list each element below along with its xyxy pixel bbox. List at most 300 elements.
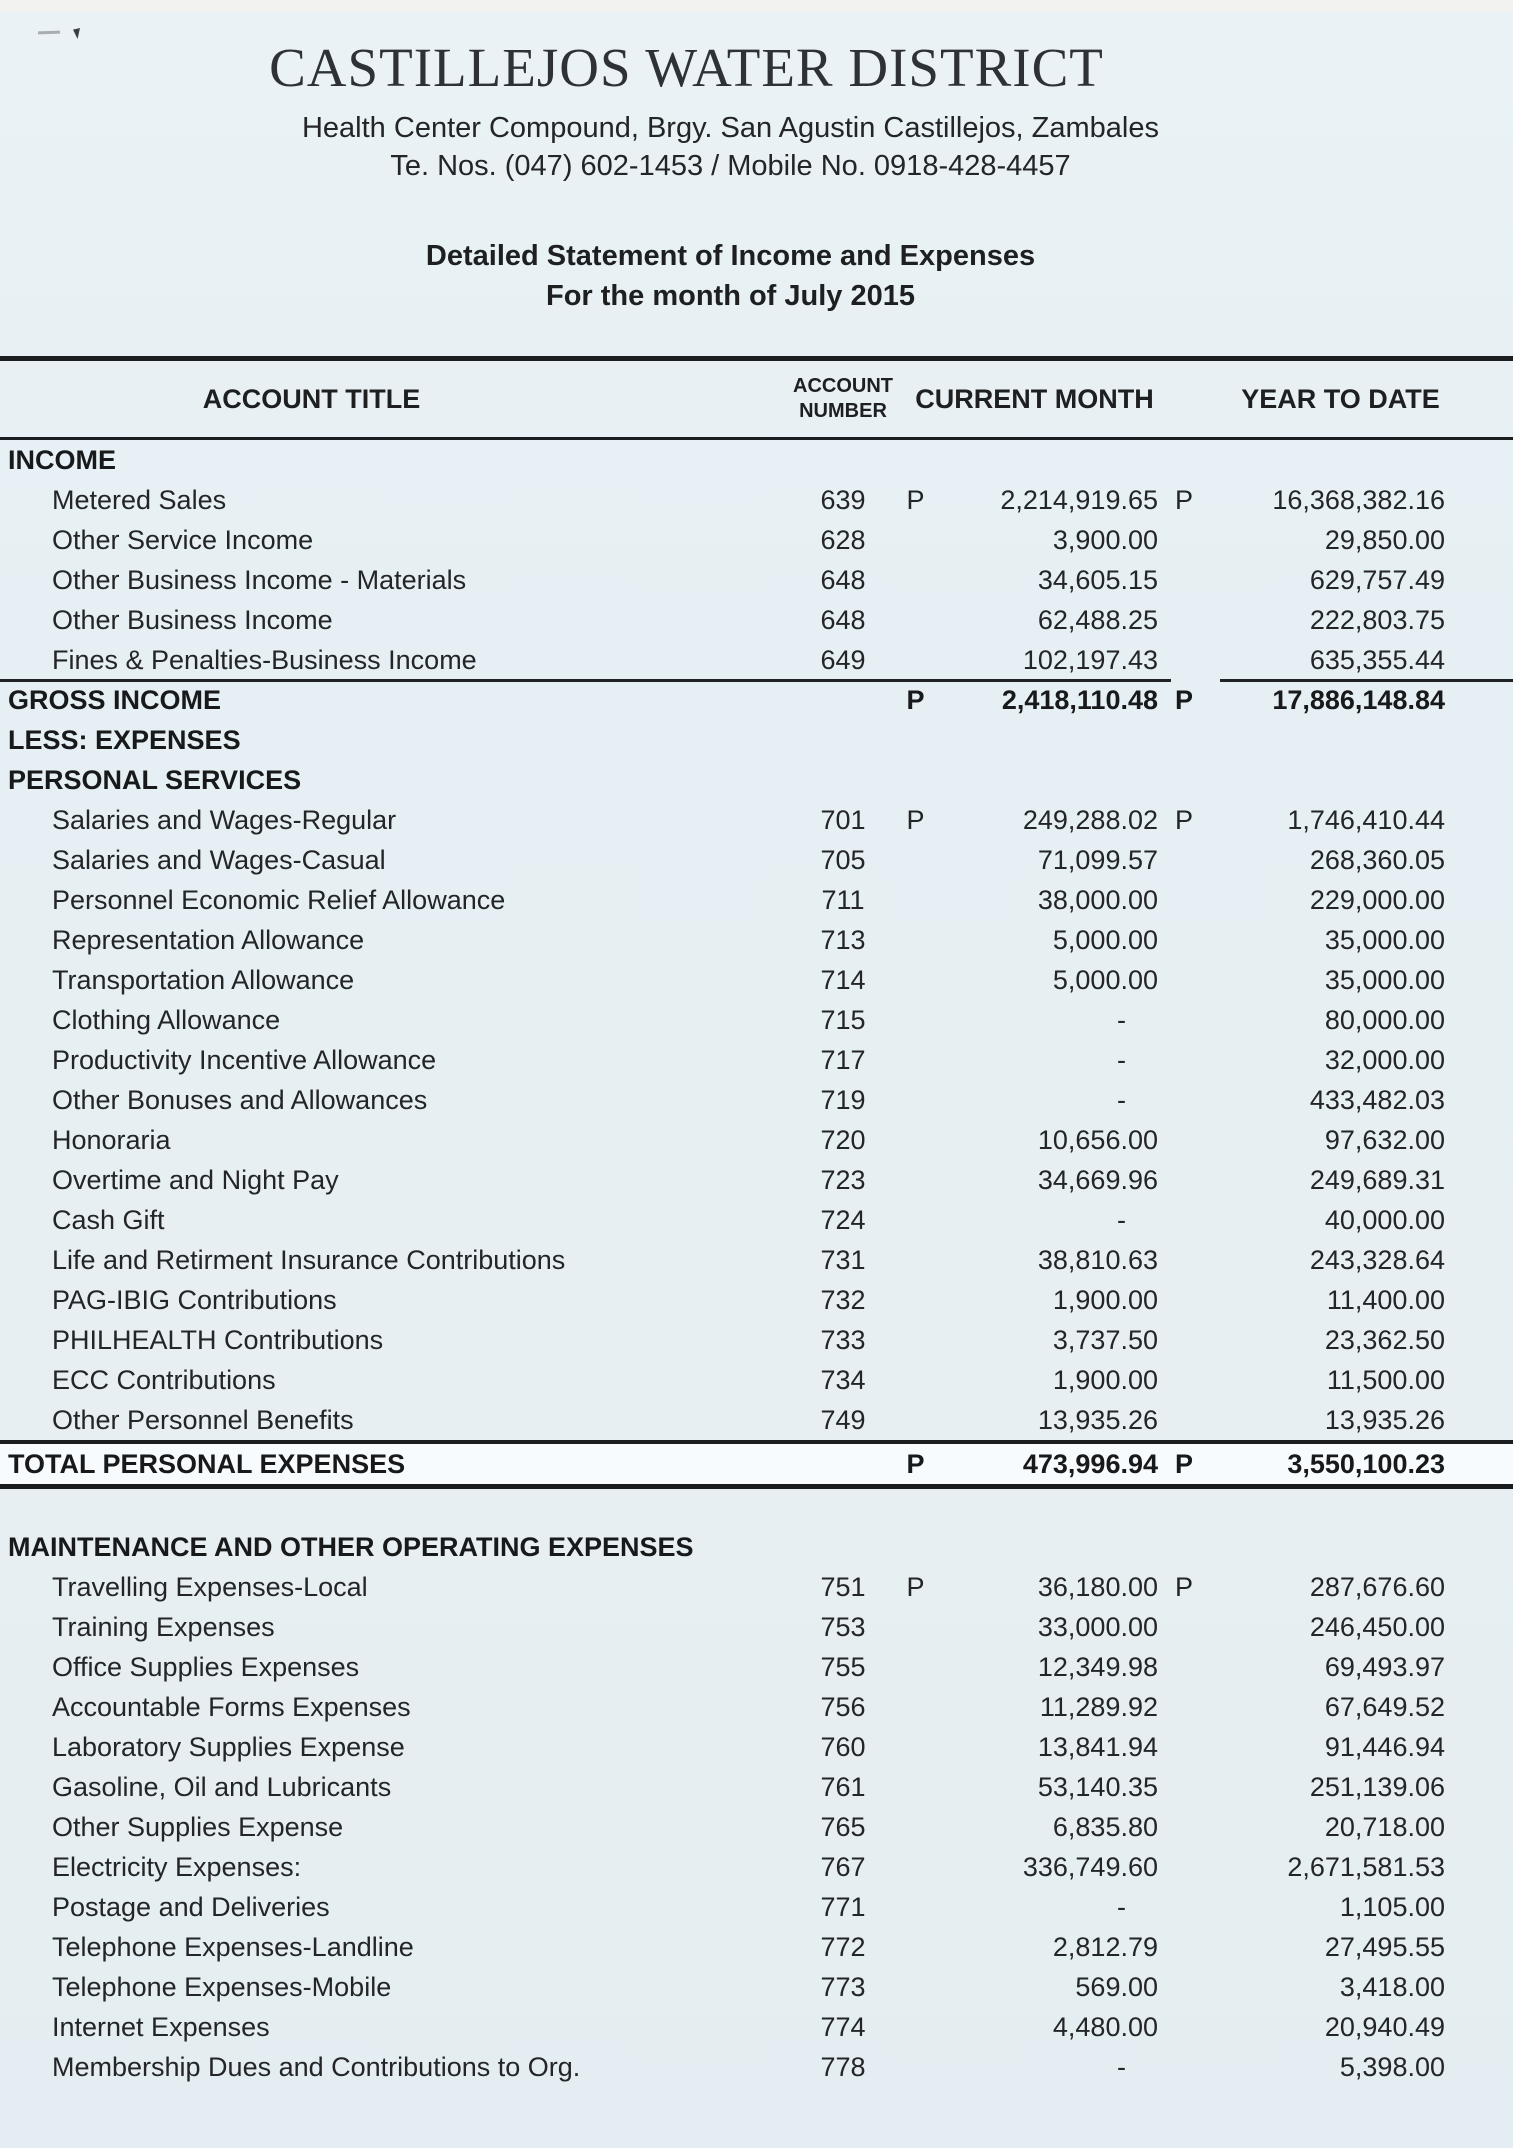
current-month-cell bbox=[938, 720, 1158, 760]
right-margin-cell bbox=[1445, 1040, 1513, 1080]
table-row bbox=[0, 1847, 1513, 1887]
account-title-cell: ECC Contributions bbox=[52, 1365, 276, 1395]
account-title-cell: Metered Sales bbox=[52, 485, 227, 515]
current-month-cell: 11,289.92 bbox=[1039, 1692, 1158, 1722]
peso-sign-year-to-date: P bbox=[1174, 805, 1193, 835]
table-row bbox=[0, 1607, 1513, 1647]
current-month-cell: 2,214,919.65 bbox=[1000, 485, 1158, 515]
report-period: For the month of July 2015 bbox=[546, 280, 915, 312]
account-number-cell: 772 bbox=[820, 1932, 866, 1962]
year-to-date-cell: 20,718.00 bbox=[1324, 1812, 1445, 1842]
right-margin-cell bbox=[1445, 1200, 1513, 1240]
right-margin-cell bbox=[1445, 1320, 1513, 1360]
account-title-cell: Travelling Expenses-Local bbox=[52, 1572, 368, 1602]
right-margin-cell bbox=[1445, 720, 1513, 760]
right-margin-cell bbox=[1445, 440, 1513, 480]
current-month-cell: - bbox=[1117, 2052, 1126, 2082]
year-to-date-cell: 1,105.00 bbox=[1339, 1892, 1445, 1922]
account-number-cell: 771 bbox=[820, 1892, 866, 1922]
account-number-cell: 778 bbox=[820, 2052, 866, 2082]
peso-sign-year-to-date bbox=[1158, 920, 1210, 960]
current-month-cell: 5,000.00 bbox=[1052, 965, 1158, 995]
total-row bbox=[0, 1440, 1513, 1489]
account-title-cell: Representation Allowance bbox=[52, 925, 365, 955]
peso-sign-year-to-date bbox=[1158, 1607, 1210, 1647]
peso-sign-year-to-date bbox=[1158, 1647, 1210, 1687]
account-title-cell: GROSS INCOME bbox=[8, 685, 222, 715]
right-margin-cell bbox=[1445, 2047, 1513, 2087]
year-to-date-cell: 229,000.00 bbox=[1309, 885, 1445, 915]
account-number-cell bbox=[793, 1527, 893, 1567]
statement-rows bbox=[0, 440, 1513, 2087]
table-row bbox=[0, 600, 1513, 640]
current-month-cell: - bbox=[1117, 1085, 1126, 1115]
table-row bbox=[0, 2047, 1513, 2087]
account-number-cell: 713 bbox=[820, 925, 866, 955]
account-title-cell: Other Bonuses and Allowances bbox=[52, 1085, 428, 1115]
table-row bbox=[0, 1080, 1513, 1120]
table-row bbox=[0, 1200, 1513, 1240]
peso-sign-year-to-date bbox=[1158, 520, 1210, 560]
account-number-cell: 749 bbox=[820, 1405, 866, 1435]
account-title-cell: Honoraria bbox=[52, 1125, 171, 1155]
current-month-cell: 34,605.15 bbox=[1037, 565, 1158, 595]
current-month-cell bbox=[938, 440, 1158, 480]
current-month-cell: - bbox=[1117, 1892, 1126, 1922]
account-title-cell: Membership Dues and Contributions to Org. bbox=[52, 2052, 581, 2082]
current-month-cell: 38,000.00 bbox=[1037, 885, 1158, 915]
right-margin-cell bbox=[1445, 520, 1513, 560]
peso-sign-year-to-date bbox=[1158, 600, 1210, 640]
right-margin-cell bbox=[1445, 1160, 1513, 1200]
right-margin-cell bbox=[1445, 1847, 1513, 1887]
account-number-cell: 755 bbox=[820, 1652, 866, 1682]
account-title-cell: Cash Gift bbox=[52, 1205, 165, 1235]
account-number-cell: 773 bbox=[820, 1972, 866, 2002]
right-margin-cell bbox=[1445, 1444, 1513, 1484]
right-margin-cell bbox=[1445, 1807, 1513, 1847]
peso-sign-current-month bbox=[893, 1847, 938, 1887]
peso-sign-current-month bbox=[893, 1927, 938, 1967]
column-header-current-month: CURRENT MONTH bbox=[915, 384, 1154, 414]
year-to-date-cell: 629,757.49 bbox=[1309, 565, 1445, 595]
table-row bbox=[0, 1120, 1513, 1160]
table-row bbox=[0, 1160, 1513, 1200]
peso-sign-current-month: P bbox=[906, 1572, 925, 1602]
table-row bbox=[0, 920, 1513, 960]
right-margin-cell bbox=[1445, 640, 1513, 680]
account-title-cell: Overtime and Night Pay bbox=[52, 1165, 339, 1195]
table-row bbox=[0, 1040, 1513, 1080]
table-row bbox=[0, 1000, 1513, 1040]
peso-sign-year-to-date bbox=[1158, 1280, 1210, 1320]
scan-edge-strip bbox=[0, 0, 1513, 12]
peso-sign-year-to-date bbox=[1158, 1360, 1210, 1400]
account-number-cell: 720 bbox=[820, 1125, 866, 1155]
table-row bbox=[0, 520, 1513, 560]
account-number-cell bbox=[793, 720, 893, 760]
right-margin-cell bbox=[1445, 920, 1513, 960]
current-month-cell: 249,288.02 bbox=[1022, 805, 1158, 835]
account-number-cell: 648 bbox=[820, 565, 866, 595]
peso-sign-current-month bbox=[893, 1807, 938, 1847]
org-name: CASTILLEJOS WATER DISTRICT bbox=[269, 37, 1104, 98]
peso-sign-year-to-date bbox=[1158, 1160, 1210, 1200]
account-title-cell: Training Expenses bbox=[52, 1612, 275, 1642]
right-margin-cell bbox=[1445, 880, 1513, 920]
right-margin-cell bbox=[1445, 760, 1513, 800]
peso-sign-year-to-date bbox=[1158, 2007, 1210, 2047]
peso-sign-year-to-date bbox=[1158, 640, 1210, 680]
account-title-cell: Other Supplies Expense bbox=[52, 1812, 344, 1842]
year-to-date-cell: 23,362.50 bbox=[1324, 1325, 1445, 1355]
year-to-date-cell: 246,450.00 bbox=[1309, 1612, 1445, 1642]
year-to-date-cell: 635,355.44 bbox=[1309, 645, 1445, 675]
current-month-cell: 12,349.98 bbox=[1037, 1652, 1158, 1682]
table-row bbox=[0, 880, 1513, 920]
account-number-cell: 753 bbox=[820, 1612, 866, 1642]
account-number-cell bbox=[793, 440, 893, 480]
year-to-date-cell: 80,000.00 bbox=[1324, 1005, 1445, 1035]
peso-sign-current-month bbox=[893, 1000, 938, 1040]
peso-sign-current-month bbox=[893, 1887, 938, 1927]
peso-sign-year-to-date bbox=[1158, 1767, 1210, 1807]
right-margin-cell bbox=[1445, 1567, 1513, 1607]
current-month-cell: 1,900.00 bbox=[1052, 1365, 1158, 1395]
table-row bbox=[0, 2007, 1513, 2047]
account-title-cell: PERSONAL SERVICES bbox=[8, 765, 302, 795]
year-to-date-cell: 67,649.52 bbox=[1324, 1692, 1445, 1722]
table-row bbox=[0, 1400, 1513, 1440]
year-to-date-cell: 35,000.00 bbox=[1324, 965, 1445, 995]
peso-sign-year-to-date bbox=[1158, 1400, 1210, 1440]
sum-rule-right bbox=[1220, 679, 1513, 682]
table-row bbox=[0, 840, 1513, 880]
peso-sign-current-month: P bbox=[906, 1449, 925, 1479]
year-to-date-cell: 243,328.64 bbox=[1309, 1245, 1445, 1275]
spacer-row bbox=[0, 1489, 1513, 1527]
current-month-cell: - bbox=[1117, 1205, 1126, 1235]
account-title-cell: TOTAL PERSONAL EXPENSES bbox=[8, 1449, 406, 1479]
year-to-date-cell: 97,632.00 bbox=[1324, 1125, 1445, 1155]
account-title-cell: Office Supplies Expenses bbox=[52, 1652, 360, 1682]
account-number-cell: 717 bbox=[820, 1045, 866, 1075]
account-number-cell: 731 bbox=[820, 1245, 866, 1275]
account-title-cell: Clothing Allowance bbox=[52, 1005, 281, 1035]
column-header-account-number bbox=[793, 374, 893, 424]
report-title: Detailed Statement of Income and Expenses bbox=[425, 240, 1036, 272]
year-to-date-cell: 3,550,100.23 bbox=[1287, 1449, 1445, 1479]
column-header-account-number-line1: ACCOUNT bbox=[793, 375, 893, 397]
account-title-cell: Fines & Penalties-Business Income bbox=[52, 645, 477, 675]
current-month-cell: 10,656.00 bbox=[1037, 1125, 1158, 1155]
current-month-cell: 33,000.00 bbox=[1037, 1612, 1158, 1642]
peso-sign-year-to-date bbox=[1158, 1967, 1210, 2007]
peso-sign-year-to-date: P bbox=[1174, 685, 1193, 715]
peso-sign-current-month bbox=[893, 2047, 938, 2087]
peso-sign-current-month bbox=[893, 1687, 938, 1727]
peso-sign-current-month bbox=[893, 1120, 938, 1160]
account-number-cell: 714 bbox=[820, 965, 866, 995]
current-month-cell: 569.00 bbox=[1075, 1972, 1158, 2002]
peso-sign-year-to-date bbox=[1158, 1040, 1210, 1080]
right-margin-cell bbox=[1445, 2007, 1513, 2047]
total-row bbox=[0, 680, 1513, 720]
peso-sign-year-to-date bbox=[1158, 1240, 1210, 1280]
table-row bbox=[0, 1807, 1513, 1847]
section-header-row bbox=[0, 760, 1513, 800]
table-row bbox=[0, 1280, 1513, 1320]
year-to-date-cell bbox=[1210, 720, 1445, 760]
peso-sign-year-to-date bbox=[1158, 720, 1210, 760]
peso-sign-year-to-date: P bbox=[1174, 485, 1193, 515]
year-to-date-cell: 5,398.00 bbox=[1339, 2052, 1445, 2082]
peso-sign-current-month bbox=[893, 1727, 938, 1767]
peso-sign-year-to-date bbox=[1158, 1807, 1210, 1847]
account-title-cell: Internet Expenses bbox=[52, 2012, 270, 2042]
table-row bbox=[0, 1240, 1513, 1280]
right-margin-cell bbox=[1445, 1120, 1513, 1160]
org-contact: Te. Nos. (047) 602-1453 / Mobile No. 0918-428-4457 bbox=[390, 150, 1071, 182]
peso-sign-current-month bbox=[893, 920, 938, 960]
peso-sign-current-month bbox=[893, 1360, 938, 1400]
peso-sign-current-month bbox=[893, 1647, 938, 1687]
account-number-cell: 751 bbox=[820, 1572, 866, 1602]
account-number-cell: 767 bbox=[820, 1852, 866, 1882]
account-title-cell: PHILHEALTH Contributions bbox=[52, 1325, 384, 1355]
peso-sign-current-month bbox=[893, 640, 938, 680]
table-row bbox=[0, 1320, 1513, 1360]
account-title-cell: Telephone Expenses-Landline bbox=[52, 1932, 414, 1962]
peso-sign-year-to-date bbox=[1158, 960, 1210, 1000]
current-month-cell: 6,835.80 bbox=[1052, 1812, 1158, 1842]
year-to-date-cell bbox=[1210, 440, 1445, 480]
current-month-cell: 71,099.57 bbox=[1037, 845, 1158, 875]
current-month-cell: 5,000.00 bbox=[1052, 925, 1158, 955]
year-to-date-cell: 249,689.31 bbox=[1309, 1165, 1445, 1195]
year-to-date-cell bbox=[1210, 1527, 1445, 1567]
right-margin-cell bbox=[1445, 800, 1513, 840]
peso-sign-year-to-date bbox=[1158, 1080, 1210, 1120]
year-to-date-cell: 29,850.00 bbox=[1324, 525, 1445, 555]
year-to-date-cell: 433,482.03 bbox=[1309, 1085, 1445, 1115]
account-number-cell: 756 bbox=[820, 1692, 866, 1722]
year-to-date-cell: 222,803.75 bbox=[1309, 605, 1445, 635]
current-month-cell: 4,480.00 bbox=[1052, 2012, 1158, 2042]
table-header-row bbox=[0, 356, 1513, 440]
peso-sign-current-month bbox=[893, 1160, 938, 1200]
peso-sign-year-to-date bbox=[1158, 840, 1210, 880]
right-margin-cell bbox=[1445, 1687, 1513, 1727]
right-margin-cell bbox=[1445, 1000, 1513, 1040]
peso-sign-year-to-date bbox=[1158, 560, 1210, 600]
current-month-cell: - bbox=[1117, 1005, 1126, 1035]
table-row bbox=[0, 1727, 1513, 1767]
table-row bbox=[0, 1887, 1513, 1927]
table-row bbox=[0, 1927, 1513, 1967]
current-month-cell: 13,935.26 bbox=[1037, 1405, 1158, 1435]
account-number-cell: 723 bbox=[820, 1165, 866, 1195]
current-month-cell: 3,737.50 bbox=[1052, 1325, 1158, 1355]
year-to-date-cell: 17,886,148.84 bbox=[1272, 685, 1445, 715]
account-title-cell: MAINTENANCE AND OTHER OPERATING EXPENSES bbox=[8, 1532, 694, 1562]
peso-sign-current-month bbox=[893, 1240, 938, 1280]
table-row bbox=[0, 640, 1513, 680]
account-number-cell: 701 bbox=[820, 805, 866, 835]
account-number-cell: 733 bbox=[820, 1325, 866, 1355]
year-to-date-cell: 3,418.00 bbox=[1339, 1972, 1445, 2002]
account-number-cell: 724 bbox=[820, 1205, 866, 1235]
account-number-cell: 732 bbox=[820, 1285, 866, 1315]
peso-sign-current-month bbox=[893, 720, 938, 760]
org-address: Health Center Compound, Brgy. San Agustin Castillejos, Zambales bbox=[301, 112, 1159, 144]
peso-sign-current-month: P bbox=[906, 485, 925, 515]
account-title-cell: Other Service Income bbox=[52, 525, 314, 555]
right-margin-cell bbox=[1445, 1927, 1513, 1967]
account-title-cell: Other Personnel Benefits bbox=[52, 1405, 354, 1435]
peso-sign-current-month bbox=[893, 760, 938, 800]
account-number-cell: 705 bbox=[820, 845, 866, 875]
account-number-cell: 711 bbox=[821, 885, 865, 915]
current-month-cell: 336,749.60 bbox=[1022, 1852, 1158, 1882]
current-month-cell: 2,812.79 bbox=[1052, 1932, 1158, 1962]
account-title-cell: Postage and Deliveries bbox=[52, 1892, 330, 1922]
peso-sign-year-to-date bbox=[1158, 1887, 1210, 1927]
peso-sign-current-month bbox=[893, 960, 938, 1000]
peso-sign-year-to-date bbox=[1158, 1727, 1210, 1767]
year-to-date-cell: 32,000.00 bbox=[1324, 1045, 1445, 1075]
current-month-cell bbox=[938, 1527, 1158, 1567]
peso-sign-year-to-date bbox=[1158, 1120, 1210, 1160]
current-month-cell: - bbox=[1117, 1045, 1126, 1075]
peso-sign-current-month bbox=[893, 1967, 938, 2007]
peso-sign-current-month bbox=[893, 1080, 938, 1120]
account-number-cell: 719 bbox=[820, 1085, 866, 1115]
right-margin-cell bbox=[1445, 1240, 1513, 1280]
account-title-cell: LESS: EXPENSES bbox=[8, 725, 241, 755]
year-to-date-cell: 11,500.00 bbox=[1326, 1365, 1445, 1395]
peso-sign-year-to-date bbox=[1158, 1687, 1210, 1727]
right-margin-cell bbox=[1445, 1280, 1513, 1320]
account-number-cell: 734 bbox=[820, 1365, 866, 1395]
peso-sign-current-month bbox=[893, 880, 938, 920]
year-to-date-cell: 16,368,382.16 bbox=[1272, 485, 1445, 515]
account-number-cell: 761 bbox=[820, 1772, 866, 1802]
section-header-row bbox=[0, 720, 1513, 760]
table-row bbox=[0, 960, 1513, 1000]
sum-rule-left bbox=[0, 679, 1171, 682]
account-title-cell: Salaries and Wages-Regular bbox=[52, 805, 397, 835]
peso-sign-year-to-date bbox=[1158, 1000, 1210, 1040]
right-margin-cell bbox=[1445, 1080, 1513, 1120]
peso-sign-year-to-date: P bbox=[1174, 1449, 1193, 1479]
current-month-cell: 13,841.94 bbox=[1037, 1732, 1158, 1762]
account-title-cell: Productivity Incentive Allowance bbox=[52, 1045, 437, 1075]
peso-sign-current-month bbox=[893, 840, 938, 880]
account-number-cell bbox=[793, 680, 893, 720]
account-number-cell: 639 bbox=[820, 485, 866, 515]
column-header-year-to-date: YEAR TO DATE bbox=[1241, 384, 1440, 414]
peso-sign-year-to-date bbox=[1158, 1200, 1210, 1240]
year-to-date-cell: 11,400.00 bbox=[1326, 1285, 1445, 1315]
year-to-date-cell: 2,671,581.53 bbox=[1287, 1852, 1445, 1882]
year-to-date-cell: 69,493.97 bbox=[1324, 1652, 1445, 1682]
right-margin-cell bbox=[1445, 600, 1513, 640]
peso-sign-current-month bbox=[893, 520, 938, 560]
account-title-cell: Other Business Income - Materials bbox=[52, 565, 467, 595]
statement-table bbox=[0, 356, 1513, 2087]
table-row bbox=[0, 480, 1513, 520]
peso-sign-current-month: P bbox=[906, 805, 925, 835]
account-number-cell: 648 bbox=[820, 605, 866, 635]
peso-sign-year-to-date bbox=[1158, 1320, 1210, 1360]
right-margin-cell bbox=[1445, 1527, 1513, 1567]
right-margin-cell bbox=[1445, 560, 1513, 600]
peso-sign-current-month bbox=[893, 440, 938, 480]
table-row bbox=[0, 1967, 1513, 2007]
current-month-cell: 473,996.94 bbox=[1022, 1449, 1158, 1479]
table-row bbox=[0, 1567, 1513, 1607]
current-month-cell: 1,900.00 bbox=[1052, 1285, 1158, 1315]
peso-sign-year-to-date bbox=[1158, 1847, 1210, 1887]
account-title-cell: Accountable Forms Expenses bbox=[52, 1692, 411, 1722]
peso-sign-current-month bbox=[893, 1400, 938, 1440]
current-month-cell: 38,810.63 bbox=[1037, 1245, 1158, 1275]
right-margin-cell bbox=[1445, 1360, 1513, 1400]
peso-sign-year-to-date bbox=[1158, 440, 1210, 480]
current-month-cell: 102,197.43 bbox=[1022, 645, 1158, 675]
peso-sign-current-month bbox=[893, 1767, 938, 1807]
peso-sign-year-to-date bbox=[1158, 1927, 1210, 1967]
account-number-cell bbox=[793, 760, 893, 800]
account-number-cell: 765 bbox=[820, 1812, 866, 1842]
section-header-row bbox=[0, 1527, 1513, 1567]
account-title-cell: Life and Retirment Insurance Contributions bbox=[52, 1245, 566, 1275]
account-number-cell: 774 bbox=[820, 2012, 866, 2042]
right-margin-cell bbox=[1445, 1767, 1513, 1807]
column-header-account-title: ACCOUNT TITLE bbox=[202, 384, 421, 414]
right-margin-cell bbox=[1445, 960, 1513, 1000]
table-row bbox=[0, 800, 1513, 840]
peso-sign-current-month bbox=[893, 1040, 938, 1080]
table-row bbox=[0, 1767, 1513, 1807]
section-header-row bbox=[0, 440, 1513, 480]
table-row bbox=[0, 1360, 1513, 1400]
right-margin-cell bbox=[1445, 1967, 1513, 2007]
peso-sign-current-month bbox=[893, 1527, 938, 1567]
peso-sign-current-month bbox=[893, 2007, 938, 2047]
current-month-cell: 3,900.00 bbox=[1052, 525, 1158, 555]
peso-sign-year-to-date bbox=[1158, 2047, 1210, 2087]
peso-sign-year-to-date: P bbox=[1174, 1572, 1193, 1602]
peso-sign-current-month bbox=[893, 1320, 938, 1360]
account-title-cell: Telephone Expenses-Mobile bbox=[52, 1972, 392, 2002]
account-title-cell: Electricity Expenses: bbox=[52, 1852, 302, 1882]
year-to-date-cell bbox=[1210, 760, 1445, 800]
account-number-cell: 628 bbox=[820, 525, 866, 555]
year-to-date-cell: 287,676.60 bbox=[1309, 1572, 1445, 1602]
table-row bbox=[0, 560, 1513, 600]
current-month-cell bbox=[938, 760, 1158, 800]
account-title-cell: Gasoline, Oil and Lubricants bbox=[52, 1772, 392, 1802]
year-to-date-cell: 251,139.06 bbox=[1309, 1772, 1445, 1802]
year-to-date-cell: 268,360.05 bbox=[1309, 845, 1445, 875]
peso-sign-current-month bbox=[893, 600, 938, 640]
current-month-cell: 36,180.00 bbox=[1037, 1572, 1158, 1602]
current-month-cell: 2,418,110.48 bbox=[1001, 685, 1158, 715]
table-row bbox=[0, 1687, 1513, 1727]
account-title-cell: Other Business Income bbox=[52, 605, 333, 635]
